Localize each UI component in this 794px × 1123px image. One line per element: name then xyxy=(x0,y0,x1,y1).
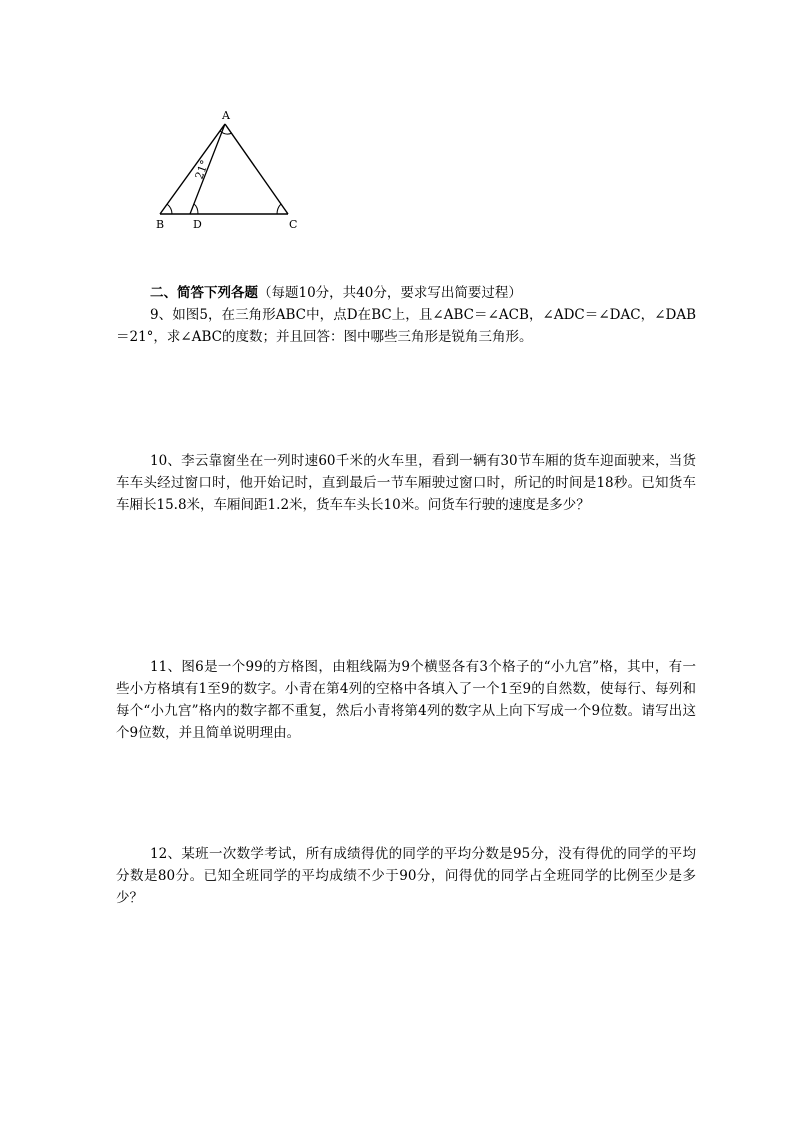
vertex-label-b: B xyxy=(156,218,165,231)
side-ab xyxy=(160,124,225,214)
problem-12: 12、某班一次数学考试，所有成绩得优的同学的平均分数是95分，没有得优的同学的平均分数是80分。已知全班同学的平均成绩不少于90分，问得优的同学占全班同学的比例至少是多少？ xyxy=(116,846,696,906)
vertex-label-c: C xyxy=(289,218,298,231)
problem-10-block xyxy=(116,450,696,516)
side-ac xyxy=(225,124,288,214)
problem-9: 9、如图5，在三角形ABC中，点D在BC上，且∠ABC＝∠ACB，∠ADC＝∠DAC，∠DAB＝21°，求∠ABC的度数；并且回答：图中哪些三角形是锐角三角形。 xyxy=(116,307,696,345)
section-heading-title: 二、简答下列各题 xyxy=(150,285,258,301)
triangle-figure xyxy=(150,100,310,240)
angle-arc-c xyxy=(277,204,281,214)
angle-label-dab: 21° xyxy=(192,158,212,182)
problem-11-block xyxy=(116,656,696,744)
vertex-label-d: D xyxy=(193,218,202,231)
angle-arc-b xyxy=(167,204,172,214)
problem-11: 11、图6是一个99的方格图，由粗线隔为9个横竖各有3个格子的“小九宫”格，其中，有一些小方格填有1至9的数字。小青在第4列的空格中各填入了一个1至9的自然数，使每行、每列和每个“小九宫”格内的数字都不重复，然后小青将第4列的数字从上向下写成一个9位数。请写出这个9位数，并且简单说明理由。 xyxy=(116,659,696,741)
problem-12-block xyxy=(116,843,696,909)
triangle-diagram xyxy=(150,100,310,240)
section-heading xyxy=(116,282,696,304)
angle-arc-d xyxy=(194,204,198,214)
problem-10: 10、李云靠窗坐在一列时速60千米的火车里，看到一辆有30节车厢的货车迎面驶来，当货车车头经过窗口时，他开始记时，直到最后一节车厢驶过窗口时，所记的时间是18秒。已知货车车厢长15.8米，车厢间距1.2米，货车车头长10米。问货车行驶的速度是多少？ xyxy=(116,453,696,513)
section-heading-note: （每题10分，共40分，要求写出简要过程） xyxy=(258,285,522,301)
vertex-label-a: A xyxy=(222,109,230,122)
section-intro xyxy=(116,282,696,348)
